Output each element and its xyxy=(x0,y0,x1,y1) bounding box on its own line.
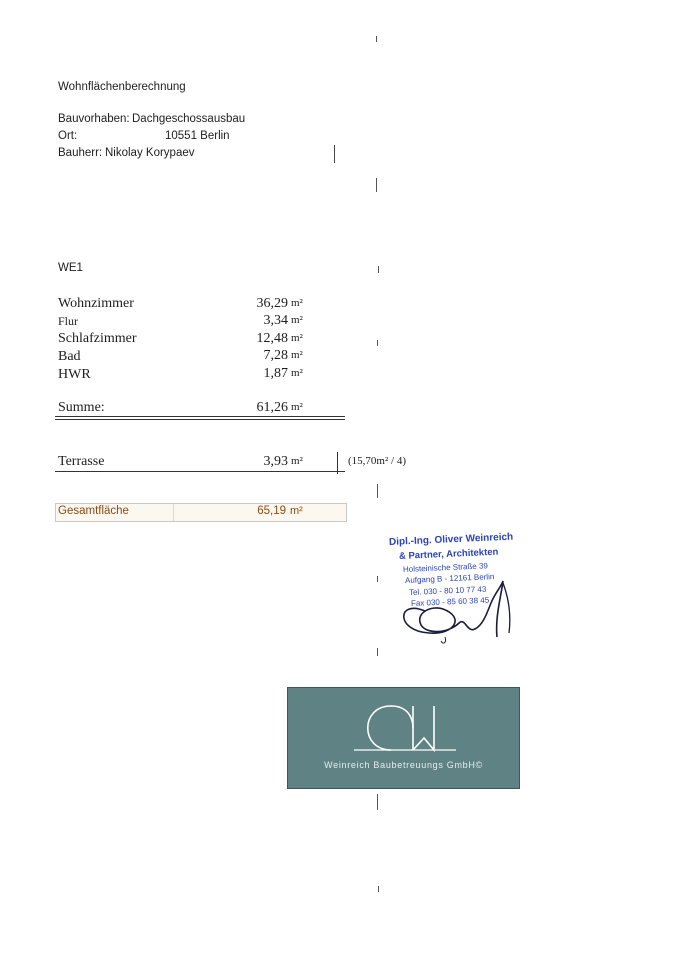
document-title: Wohnflächenberechnung xyxy=(58,81,186,93)
total-divider xyxy=(173,504,174,521)
sum-unit: m² xyxy=(291,401,303,413)
terrace-area: 3,93 xyxy=(263,454,288,469)
sum-label: Summe: xyxy=(58,400,105,415)
project-label: Bauvorhaben: xyxy=(58,113,130,125)
project-value: Dachgeschossausbau xyxy=(132,113,246,125)
room-area: 12,48 xyxy=(256,331,288,346)
stamp-line: Tel. 030 - 80 10 77 43 xyxy=(408,584,487,597)
room-unit: m² xyxy=(291,314,303,326)
room-name: Flur xyxy=(58,314,79,328)
terrace-underline xyxy=(55,471,345,472)
stamp-line: & Partner, Architekten xyxy=(398,546,499,562)
scan-mark xyxy=(377,576,378,582)
architect-stamp xyxy=(385,531,525,645)
terrace-label: Terrasse xyxy=(58,454,105,469)
company-name: Weinreich Baubetreuungs GmbH© xyxy=(324,760,483,770)
signature xyxy=(385,573,525,645)
stamp-line: Aufgang B - 12161 Berlin xyxy=(404,572,495,585)
room-name: Schlafzimmer xyxy=(58,331,137,346)
scan-mark xyxy=(376,178,377,192)
total-label: Gesamtfläche xyxy=(58,505,129,517)
scan-mark xyxy=(377,648,378,656)
scan-mark xyxy=(377,484,378,498)
scan-mark xyxy=(378,886,379,892)
terrace-unit: m² xyxy=(291,455,303,467)
room-unit: m² xyxy=(291,332,303,344)
room-area: 1,87 xyxy=(263,366,288,381)
sum-double-underline xyxy=(55,419,345,420)
room-area: 7,28 xyxy=(263,348,288,363)
room-area: 36,29 xyxy=(256,296,288,311)
room-name: Bad xyxy=(58,349,81,364)
company-logo xyxy=(287,687,520,789)
unit-label: WE1 xyxy=(58,262,83,274)
scan-mark xyxy=(377,794,378,810)
terrace-note: (15,70m² / 4) xyxy=(348,455,406,467)
stamp-line: Fax 030 - 85 60 38 45 xyxy=(410,595,490,608)
scan-mark xyxy=(378,266,379,273)
owner-label: Bauherr: xyxy=(58,147,103,159)
ow-monogram-icon xyxy=(288,688,519,788)
room-area: 3,34 xyxy=(263,313,288,328)
scan-mark xyxy=(334,145,335,163)
total-area: 65,19 xyxy=(257,505,286,517)
sum-area: 61,26 xyxy=(256,400,288,415)
scan-mark xyxy=(337,452,338,474)
scan-mark xyxy=(377,340,378,346)
room-unit: m² xyxy=(291,297,303,309)
room-name: HWR xyxy=(58,367,91,382)
sum-underline xyxy=(55,416,345,417)
room-name: Wohnzimmer xyxy=(58,296,134,311)
location-value: 10551 Berlin xyxy=(165,130,230,142)
stamp-line: Holsteinische Straße 39 xyxy=(402,561,489,574)
total-unit: m² xyxy=(290,505,303,517)
room-unit: m² xyxy=(291,349,303,361)
scan-mark xyxy=(376,36,377,42)
stamp-line: Dipl.-Ing. Oliver Weinreich xyxy=(388,531,514,548)
location-label: Ort: xyxy=(58,130,78,142)
owner-value: Nikolay Korypaev xyxy=(105,147,195,159)
room-unit: m² xyxy=(291,367,303,379)
